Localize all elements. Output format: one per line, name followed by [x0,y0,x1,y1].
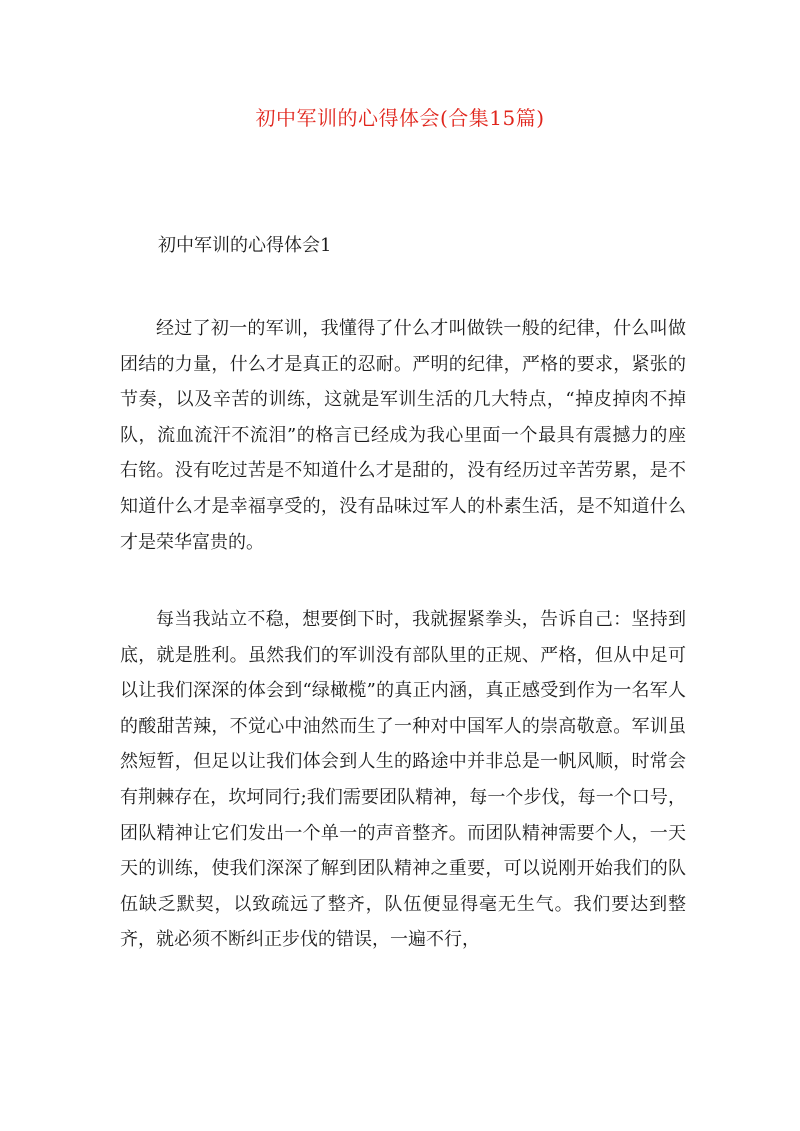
body-paragraph-1: 经过了初一的军训，我懂得了什么才叫做铁一般的纪律，什么叫做团结的力量，什么才是真正的忍耐。严明的纪律，严格的要求，紧张的节奏，以及辛苦的训练，这就是军训生活的几大特点，“掉皮掉肉不掉队，流血流汗不流泪”的格言已经成为我心里面一个最具有震撼力的座右铭。没有吃过苦是不知道什么才是甜的，没有经历过辛苦劳累，是不知道什么才是幸福享受的，没有品味过军人的朴素生活，是不知道什么才是荣华富贵的。 [120,318,686,553]
section-heading: 初中军训的心得体会1 [158,235,332,256]
body-paragraph-2: 每当我站立不稳，想要倒下时，我就握紧拳头，告诉自己：坚持到底，就是胜利。虽然我们的军训没有部队里的正规、严格，但从中足可以让我们深深的体会到“绿橄榄”的真正内涵，真正感受到作为一名军人的酸甜苦辣，不觉心中油然而生了一种对中国军人的崇高敬意。军训虽然短暂，但足以让我们体会到人生的路途中并非总是一帆风顺，时常会有荆棘存在，坎坷同行;我们需要团队精神，每一个步伐，每一个口号，团队精神让它们发出一个单一的声音整齐。而团队精神需要个人，一天天的训练，使我们深深了解到团队精神之重要，可以说刚开始我们的队伍缺乏默契，以致疏远了整齐，队伍便显得毫无生气。我们要达到整齐，就必须不断纠正步伐的错误，一遍不行， [120,609,686,951]
document-title: 初中军训的心得体会(合集15篇) [255,106,545,130]
